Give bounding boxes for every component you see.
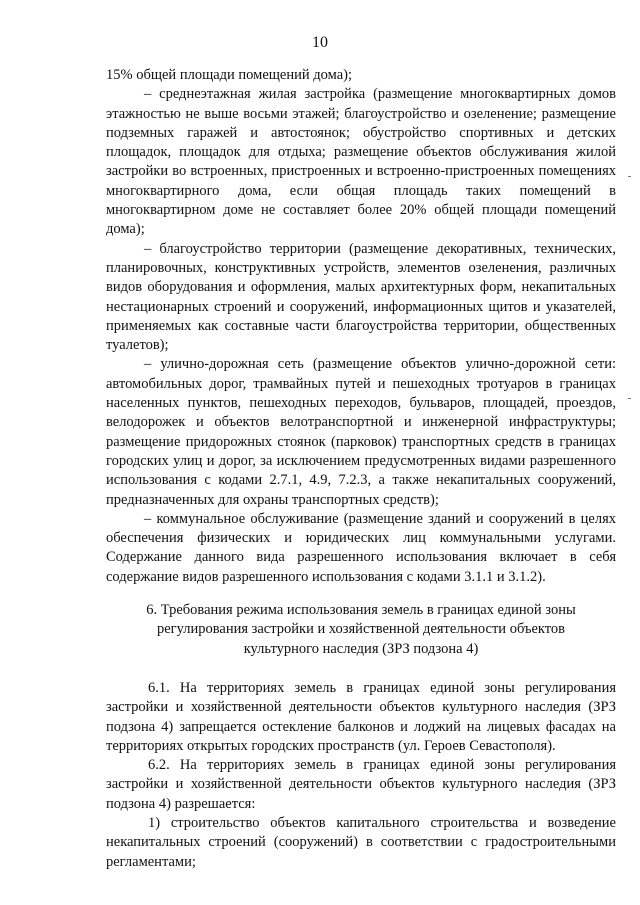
margin-mark	[628, 398, 631, 399]
margin-mark	[628, 176, 631, 177]
paragraph-medium-rise-housing: – среднеэтажная жилая застройка (размещение многоквартирных домов этажностью не выше восьми этажей; благоустройство и озеленение; размещение подземных гаражей и автостоянок; обустройство спортивных и детских площадок, площадок для отдыха; размещение объектов обслуживания жилой застройки во встроенных, пристроенных и встроенно-пристроенных помещениях многоквартирного дома, если общая площадь таких помещений в многоквартирном доме не составляет более 20% общей площади помещений дома);	[106, 86, 616, 238]
paragraph-landscaping: – благоустройство территории (размещение декоративных, технических, планировочных, конструктивных устройств, элементов озеленения, различных видов оборудования и оформления, малых архитектурных форм, некапитальных нестационарных строений и сооружений, информационных щитов и указателей, применяемых как составные части благоустройства территории, общественных туалетов);	[106, 240, 616, 354]
paragraph-road-network: – улично-дорожная сеть (размещение объектов улично-дорожной сети: автомобильных дорог, трамвайных путей и пешеходных тротуаров в границах населенных пунктов, пешеходных переходов, бульваров, площадей, проездов, велодорожек и объектов велотранспортной и инженерной инфраструктуры; размещение придорожных стоянок (парковок) транспортных средств в границах городских улиц и дорог, за исключением предусмотренных видами разрешенного использования с кодами 2.7.1, 4.9, 7.2.3, а также некапитальных сооружений, предназначенных для охраны транспортных средств);	[106, 356, 616, 508]
paragraph-utility-services: – коммунальное обслуживание (размещение зданий и сооружений в целях обеспечения физических и юридических лиц коммунальными услугами. Содержание данного вида разрешенного использования включает в себя содержание видов разрешенного использования с кодами 3.1.1 и 3.1.2).	[106, 510, 616, 585]
section-heading: 6. Требования режима использования земель в границах единой зоны регулирования застройки и хозяйственной деятельности объектов культурного наследия (ЗРЗ подзона 4)	[146, 602, 576, 657]
paragraph-item-1: 1) строительство объектов капитального строительства и возведение некапитальных строений (сооружений) в соответствии с градостроительными регламентами;	[106, 814, 616, 870]
paragraph-continuation: 15% общей площади помещений дома);	[106, 67, 352, 83]
paragraph-6-1: 6.1. На территориях земель в границах единой зоны регулирования застройки и хозяйственной деятельности объектов культурного наследия (ЗРЗ подзона 4) запрещается остекление балконов и лоджий на лицевых фасадах на территориях открытых городских пространств (ул. Героев Севастополя).	[106, 679, 616, 754]
document-body	[106, 66, 616, 872]
paragraph-6-2: 6.2. На территориях земель в границах единой зоны регулирования застройки и хозяйственной деятельности объектов культурного наследия (ЗРЗ подзона 4) разрешается:	[106, 757, 616, 812]
page-number: 10	[312, 34, 328, 51]
